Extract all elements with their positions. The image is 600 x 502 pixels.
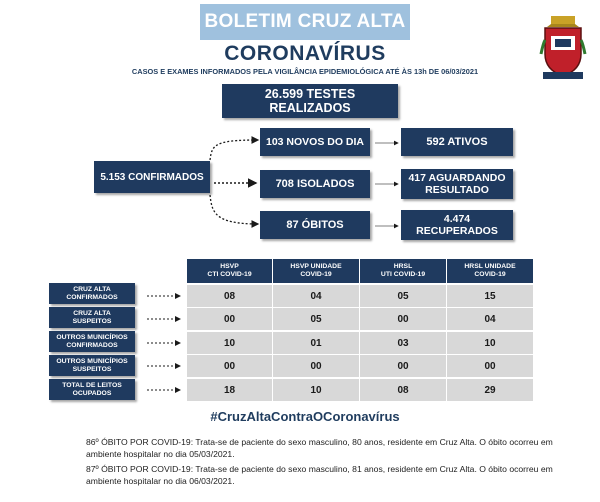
- table-cell: 05: [360, 285, 447, 307]
- table-cell: 04: [447, 308, 534, 330]
- page-subtitle: CASOS E EXAMES INFORMADOS PELA VIGILÂNCIA EPIDEMIOLÓGICA ATÉ ÀS 13h DE 06/03/2021: [131, 67, 479, 76]
- table-cell: 08: [187, 285, 273, 307]
- deaths-box: 87 ÓBITOS: [260, 211, 370, 239]
- table-cell: 04: [273, 285, 360, 307]
- row-label: [49, 283, 135, 304]
- new-today-box: 103 NOVOS DO DIA: [260, 128, 370, 156]
- recovered-line2: RECUPERADOS: [416, 225, 498, 237]
- table-cell: 00: [187, 308, 273, 330]
- page-title: CORONAVÍRUS: [224, 42, 386, 65]
- tests-line1: 26.599 TESTES: [264, 87, 356, 101]
- death-note: 86º ÓBITO POR COVID-19: Trata-se de paciente do sexo masculino, 80 anos, residente em Cruz Alta. O óbito ocorreu em ambiente hospitalar no dia 05/03/2021.: [86, 437, 553, 459]
- table-cell: 00: [447, 355, 534, 377]
- column-header-line2: CTI COVID-19: [207, 271, 252, 278]
- column-header-line1: HSVP: [220, 263, 239, 270]
- arrow-confirmed-to-deaths: [210, 195, 258, 224]
- awaiting-line2: RESULTADO: [425, 184, 489, 196]
- tests-line2: REALIZADOS: [269, 101, 351, 115]
- table-cell: 10: [447, 332, 534, 354]
- row-label-line1: CRUZ ALTA: [73, 309, 111, 317]
- table-cell: 00: [360, 355, 447, 377]
- row-label: [49, 355, 135, 376]
- row-label-line2: SUSPEITOS: [72, 317, 112, 325]
- column-header-line1: HSVP UNIDADE: [290, 263, 342, 270]
- row-label-line2: SUSPEITOS: [72, 365, 112, 373]
- table-cell: 29: [447, 379, 534, 401]
- active-box: 592 ATIVOS: [401, 128, 513, 156]
- death-note: 87º ÓBITO POR COVID-19: Trata-se de paciente do sexo masculino, 81 anos, residente em Cruz Alta. O óbito ocorreu em ambiente hospitalar no dia 06/03/2021.: [86, 464, 553, 486]
- column-header: [273, 259, 359, 283]
- table-cell: 18: [187, 379, 273, 401]
- table-cell: 05: [273, 308, 360, 330]
- column-header: [447, 259, 533, 283]
- table-cell: 01: [273, 332, 360, 354]
- confirmed-box: 5.153 CONFIRMADOS: [94, 161, 210, 193]
- row-label: [49, 307, 135, 328]
- recovered-box: [401, 210, 513, 240]
- table-cell: 03: [360, 332, 447, 354]
- table-cell: 10: [187, 332, 273, 354]
- column-header-line2: COVID-19: [300, 271, 332, 278]
- arrow-confirmed-to-new: [210, 140, 258, 160]
- row-label-line1: CRUZ ALTA: [73, 285, 111, 293]
- isolated-box: 708 ISOLADOS: [260, 170, 370, 198]
- table-cell: 15: [447, 285, 534, 307]
- table-cell: 08: [360, 379, 447, 401]
- header-banner: BOLETIM CRUZ ALTA: [200, 4, 410, 40]
- column-header: [187, 259, 272, 283]
- row-label-line2: CONFIRMADOS: [66, 341, 118, 349]
- row-label-line1: OUTROS MUNICÍPIOS: [56, 333, 128, 341]
- tests-box: [222, 84, 398, 118]
- table-cell: 00: [187, 355, 273, 377]
- row-label-line1: TOTAL DE LEITOS: [62, 381, 122, 389]
- awaiting-line1: 417 AGUARDANDO: [408, 172, 506, 184]
- row-label: [49, 331, 135, 352]
- table-cell: 00: [360, 308, 447, 330]
- row-label-line1: OUTROS MUNICÍPIOS: [56, 357, 128, 365]
- column-header-line1: HRSL UNIDADE: [464, 263, 516, 270]
- row-label-line2: OCUPADOS: [72, 389, 112, 397]
- hashtag: #CruzAltaContraOCoronavírus: [210, 409, 400, 424]
- recovered-line1: 4.474: [443, 213, 471, 225]
- column-header: [360, 259, 446, 283]
- column-header-line2: COVID-19: [474, 271, 506, 278]
- row-label-line2: CONFIRMADOS: [66, 293, 118, 301]
- table-cell: 00: [273, 355, 360, 377]
- coat-of-arms-icon: [537, 14, 589, 84]
- column-header-line1: HRSL: [393, 263, 413, 270]
- awaiting-box: [401, 169, 513, 199]
- column-header-line2: UTI COVID-19: [380, 271, 426, 278]
- table-cell: 10: [273, 379, 360, 401]
- row-label: [49, 379, 135, 400]
